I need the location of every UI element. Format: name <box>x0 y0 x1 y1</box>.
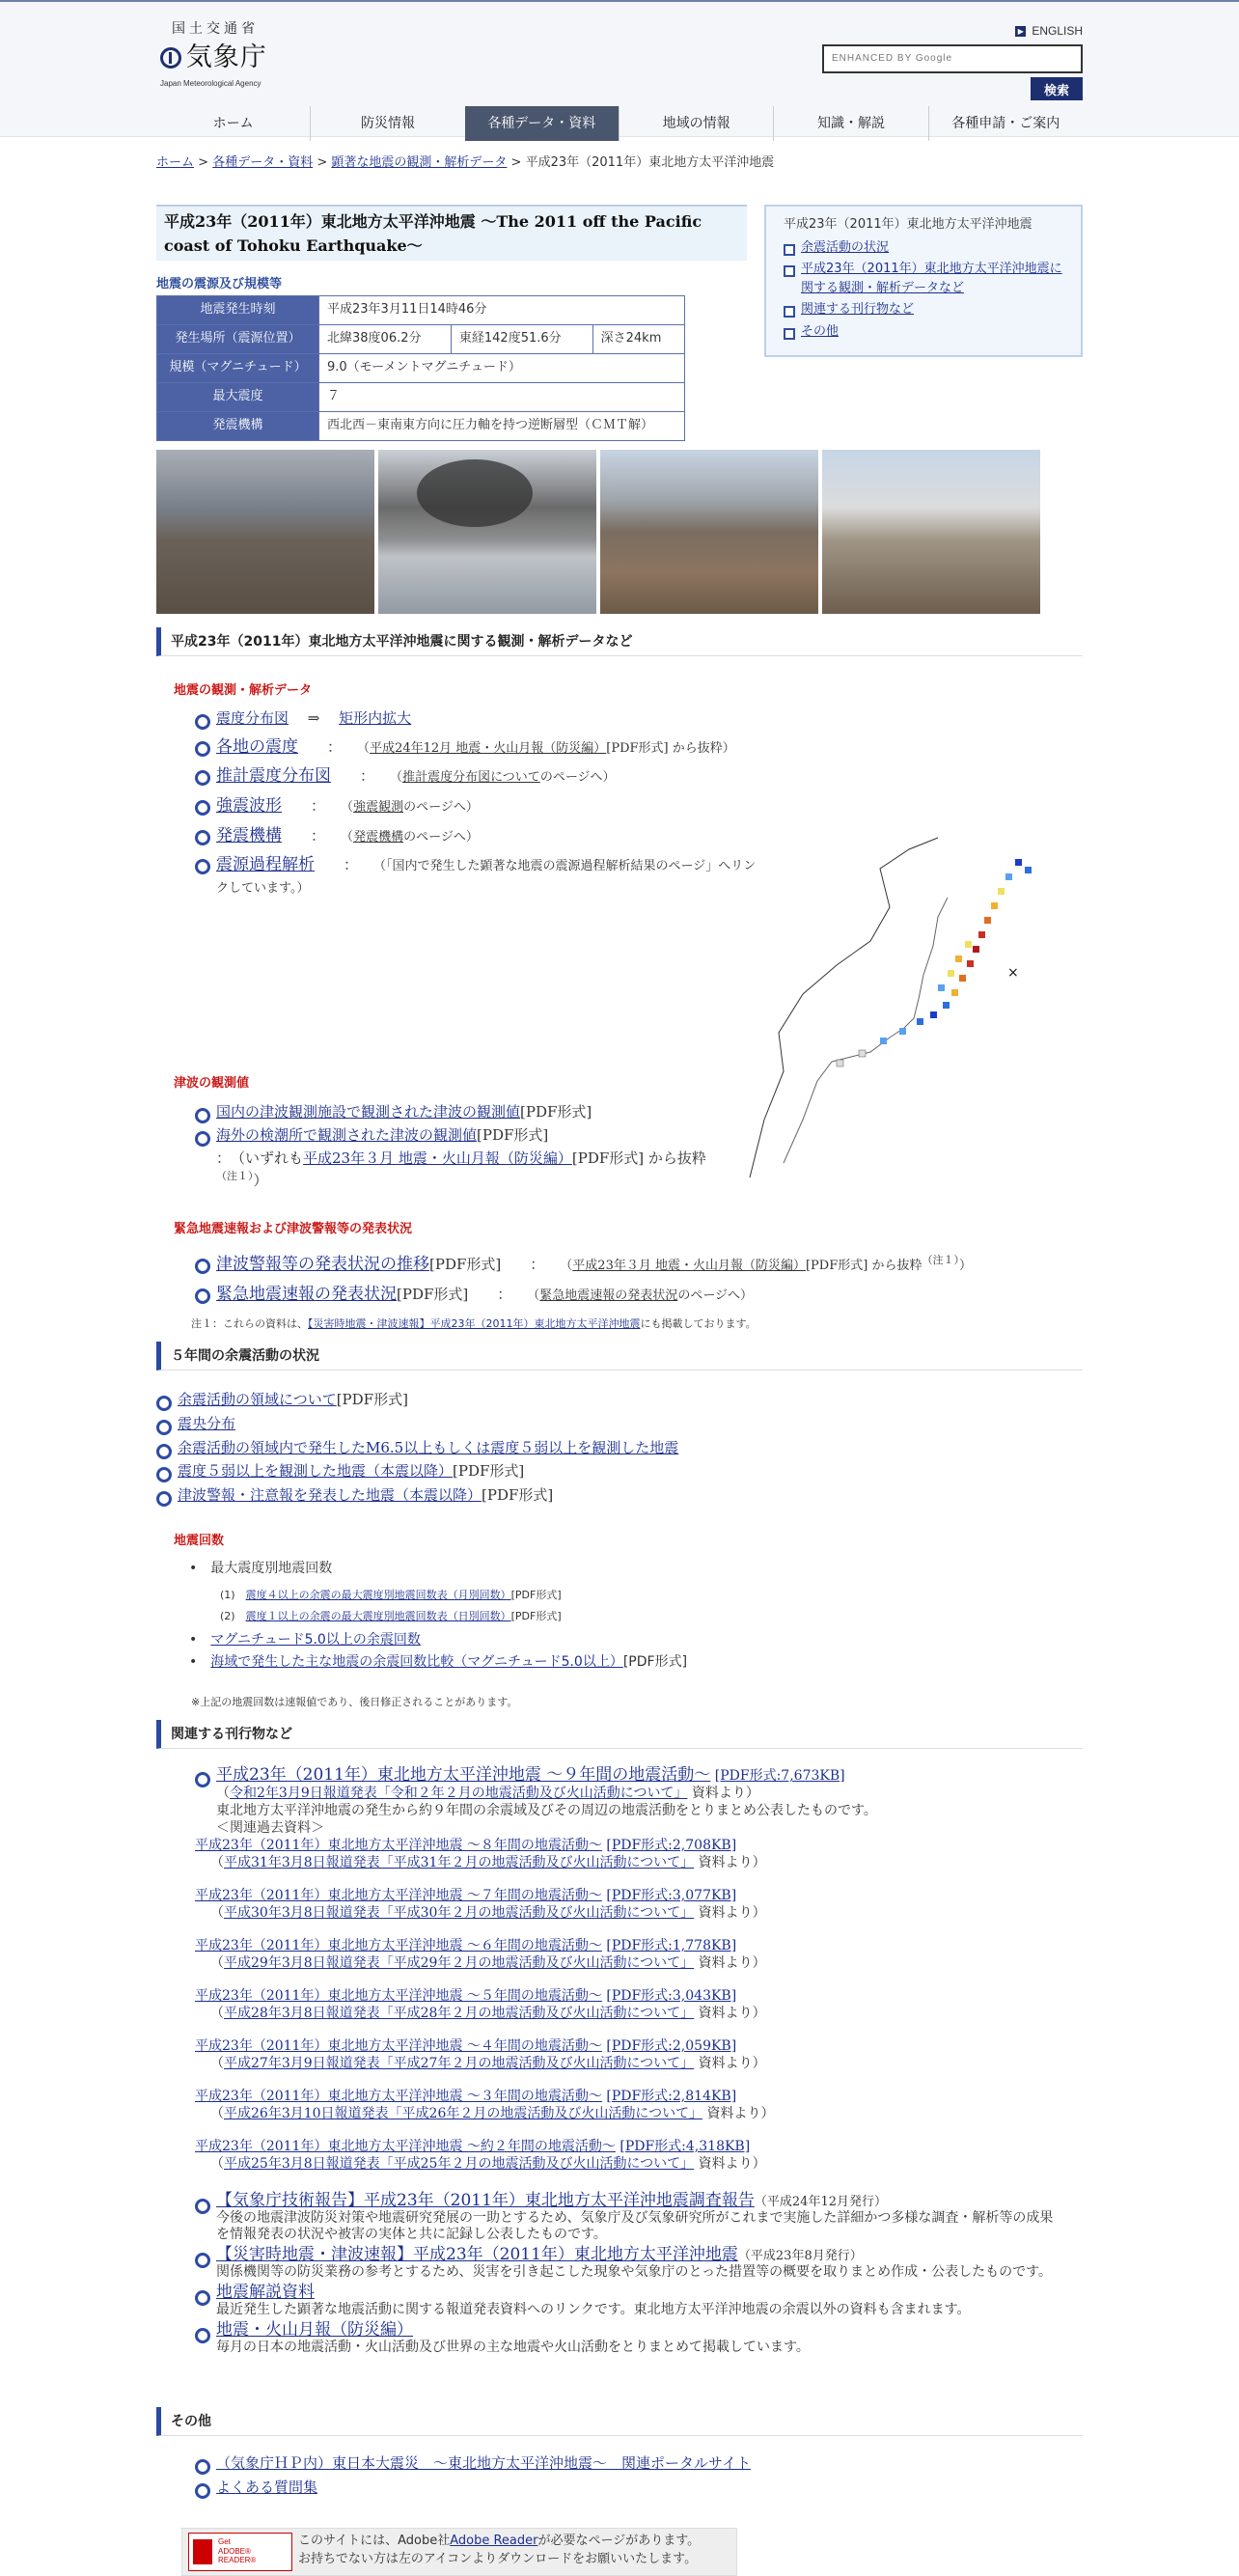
link-shindo5-list[interactable]: 震度５弱以上を観測した地震（本震以降） <box>178 1462 454 1481</box>
row-value: ７ <box>319 383 685 412</box>
link-past-src[interactable]: 平成28年3月8日報道発表「平成28年２月の地震活動及び火山活動について」 <box>224 2006 695 2021</box>
link-past-title[interactable]: 平成23年（2011年）東北地方太平洋沖地震 ～７年間の地震活動～ <box>195 1888 602 1903</box>
paren-text: （ <box>210 2056 224 2071</box>
list-item <box>195 2193 1063 2243</box>
sep-text: ： <box>530 1256 537 1273</box>
list-item <box>195 1253 1083 1277</box>
link-strong-obs[interactable]: 強震観測 <box>353 800 404 816</box>
breadcrumb-sep: > <box>507 155 526 170</box>
link-commentary[interactable]: 地震解説資料 <box>216 2283 315 2302</box>
link-past-src[interactable]: 平成26年3月10日報道発表「平成26年２月の地震活動及び火山活動について」 <box>224 2106 703 2121</box>
count-heading: 地震回数 <box>174 1534 225 1548</box>
past-item <box>195 1887 1063 1922</box>
smoke-shape <box>417 459 533 527</box>
link-tech-report[interactable]: 【気象庁技術報告】平成23年（2011年）東北地方太平洋沖地震調査報告 <box>216 2191 755 2210</box>
nav-applications[interactable]: 各種申請・ご案内 <box>928 106 1083 141</box>
sep-text: ： <box>344 856 351 874</box>
link-past-src[interactable]: 平成31年3月8日報道発表「平成31年２月の地震活動及び火山活動について」 <box>224 1855 695 1870</box>
link-mechanism-page[interactable]: 発震機構 <box>353 829 404 845</box>
link-tsunami-overseas[interactable]: 海外の検潮所で観測された津波の観測値 <box>216 1125 478 1144</box>
link-past-title[interactable]: 平成23年（2011年）東北地方太平洋沖地震 ～６年間の地震活動～ <box>195 1938 602 1953</box>
damage-photo <box>378 450 596 614</box>
logo-ministry-text: 国土交通省 <box>172 21 259 37</box>
link-count-monthly[interactable]: 震度４以上の余震の最大震度別地震回数表（月別回数） <box>245 1589 511 1601</box>
format-text: [PDF形式] <box>510 1589 562 1601</box>
link-zoom[interactable]: 矩形内拡大 <box>339 709 412 727</box>
damage-photos <box>156 450 1083 614</box>
row-value: 平成23年3月11日14時46分 <box>319 296 685 325</box>
paren-text: （ <box>216 1786 230 1801</box>
section-heading-aftershock: ５年間の余震活動の状況 <box>156 1342 1083 1371</box>
arrow-right-icon: ▶ <box>1015 26 1026 37</box>
notice-text: が必要なページがあります。 <box>537 2534 701 2548</box>
link-past-pdf[interactable]: [PDF形式:4,318KB] <box>620 2139 751 2154</box>
logo-english-text: Japan Meteorological Agency <box>160 79 262 89</box>
row-value-depth: 深さ24km <box>592 325 684 354</box>
link-faq[interactable]: よくある質問集 <box>216 2478 318 2496</box>
arrow-text: ⇒ <box>307 709 320 727</box>
site-header <box>0 2 1239 137</box>
link-9yr-src[interactable]: 令和2年3月9日報道発表「令和２年２月の地震活動及び火山活動について」 <box>230 1786 688 1801</box>
list-item <box>195 764 764 789</box>
link-epicenter-dist[interactable]: 震央分布 <box>178 1414 236 1432</box>
list-item <box>195 853 764 898</box>
list-item <box>195 1102 755 1123</box>
row-value: 9.0（モーメントマグニチュード） <box>319 354 685 383</box>
pub-desc: 最近発生した顕著な地震活動に関する報道発表資料へのリンクです。東北地方太平洋沖地震の余震以外の資料も含まれます。 <box>216 2302 971 2317</box>
publications-list <box>195 1766 1063 2188</box>
mainland-coast <box>750 838 938 1177</box>
quake-info-table <box>156 295 685 441</box>
tsunami-heading: 津波の観測値 <box>174 1076 250 1091</box>
section-heading-publications: 関連する刊行物など <box>156 1720 1083 1749</box>
past-item <box>195 2138 1063 2173</box>
ref-rest-text: のページへ） <box>677 1288 754 1303</box>
past-item <box>195 2088 1063 2122</box>
paren-text: （ <box>363 740 371 756</box>
list-item: • マグニチュード5.0以上の余震回数 <box>189 1632 421 1648</box>
nav-knowledge[interactable]: 知識・解説 <box>773 106 927 141</box>
link-past-pdf[interactable]: [PDF形式:2,708KB] <box>606 1838 737 1853</box>
link-past-title[interactable]: 平成23年（2011年）東北地方太平洋沖地震 ～４年間の地震活動～ <box>195 2038 602 2054</box>
row-label: 規模（マグニチュード） <box>157 354 319 383</box>
link-portal[interactable]: （気象庁ＨＰ内）東日本大震災 ～東北地方太平洋沖地震～ 関連ポータルサイト <box>216 2454 751 2472</box>
pub-desc: 東北地方太平洋沖地震の発生から約９年間の余震域及びその周辺の地震活動をとりまとめ公表したものです。 <box>216 1803 877 1818</box>
past-publications <box>195 1837 1063 2173</box>
link-past-title[interactable]: 平成23年（2011年）東北地方太平洋沖地震 ～３年間の地震活動～ <box>195 2089 602 2104</box>
paren-text: （ <box>210 1905 224 1921</box>
adobe-reader-notice <box>181 2528 737 2576</box>
link-past-src[interactable]: 平成30年3月8日報道発表「平成30年２月の地震活動及び火山活動について」 <box>224 1905 695 1921</box>
breadcrumb-sep: > <box>194 155 213 170</box>
list-item <box>156 1438 1025 1459</box>
breadcrumb-home[interactable]: ホーム <box>156 155 195 170</box>
link-tsunami-domestic[interactable]: 国内の津波観測施設で観測された津波の観測値 <box>216 1103 521 1121</box>
src-suffix: 資料より） <box>698 2156 766 2172</box>
list-item <box>195 1766 1063 1785</box>
nav-disaster-info[interactable]: 防災情報 <box>310 106 464 141</box>
past-item <box>195 2037 1063 2072</box>
link-strong-motion[interactable]: 強震波形 <box>216 796 282 817</box>
badge-text: ADOBE® READER® <box>218 2546 257 2565</box>
paren-text: ） <box>958 1259 972 1273</box>
paren-text: （ <box>396 770 403 786</box>
list-item <box>195 2478 1063 2499</box>
link-past-pdf[interactable]: [PDF形式:2,814KB] <box>606 2089 737 2104</box>
link-mechanism[interactable]: 発震機構 <box>216 825 282 845</box>
sep-text: ： <box>360 767 368 786</box>
link-past-src[interactable]: 平成25年3月8日報道発表「平成25年２月の地震活動及び火山活動について」 <box>224 2156 695 2172</box>
list-item <box>195 1283 1083 1307</box>
list-item <box>156 1461 1025 1482</box>
pub-desc: 関係機関等の防災業務の参考とするため、災害を引き起こした現象や気象庁のとった措置等の概要を取りまとめ作成・公表したものです。 <box>216 2264 1053 2280</box>
damage-photo <box>822 450 1040 614</box>
list-item <box>195 2322 1063 2356</box>
format-text: [PDF形式] <box>453 1462 525 1481</box>
breadcrumb-data[interactable]: 各種データ・資料 <box>212 155 314 170</box>
index-link-publications[interactable] <box>784 300 1063 319</box>
link-monthly-report[interactable]: 平成24年12月 地震・火山月報（防災編） <box>370 740 607 756</box>
link-disaster-bulletin[interactable]: 【災害時地震・津波速報】平成23年（2011年）東北地方太平洋沖地震 <box>308 1317 641 1330</box>
format-text: [PDF形式] <box>520 1103 592 1121</box>
link-intensity-map[interactable]: 震度分布図 <box>216 709 289 727</box>
link-eew-status[interactable]: 緊急地震速報の発表状況 <box>216 1284 397 1304</box>
link-adobe-reader[interactable]: Adobe Reader <box>450 2534 538 2548</box>
paren-text: （ <box>210 2106 224 2121</box>
quake-info-heading: 地震の震源及び規模等 <box>156 277 283 291</box>
paren-text: ） <box>253 1172 268 1190</box>
link-past-pdf[interactable]: [PDF形式:1,778KB] <box>606 1938 737 1953</box>
link-9yr-pdf[interactable]: [PDF形式:7,673KB] <box>714 1768 845 1784</box>
other-publications <box>195 2193 1063 2360</box>
nav-home[interactable]: ホーム <box>212 116 254 131</box>
list-item <box>156 1390 1025 1411</box>
table-row <box>157 296 685 325</box>
list-item <box>195 794 764 818</box>
count-sub: • 最大震度別地震回数 <box>189 1561 333 1576</box>
pub-source <box>195 1785 1063 1802</box>
pub-desc: 今後の地震津波防災対策や地震研究発展の一助とするため、気象庁及び気象研究所がこれまで実施した詳細かつ多様な調査・解析等の成果を情報発表の状況や被害の実体と共に記録し公表したものです。 <box>216 2210 1054 2242</box>
link-tsunami-warned-list[interactable]: 津波警報・注意報を発表した地震（本震以降） <box>178 1486 482 1504</box>
ref-rest-text: のページへ） <box>403 829 479 845</box>
row-value-lat: 北緯38度06.2分 <box>319 325 452 354</box>
row-label: 発震機構 <box>157 412 319 441</box>
index-link-observation[interactable] <box>784 260 1063 297</box>
note-text: [PDF形式] から抜粋 <box>571 1149 706 1167</box>
row-value: 西北西－東南東方向に圧力軸を持つ逆断層型（ＣＭＴ解） <box>319 412 685 441</box>
sep-text: ： <box>311 797 318 816</box>
index-link-label[interactable]: 余震活動の状況 <box>801 239 890 255</box>
list-item <box>195 708 764 730</box>
list-item <box>156 1414 1025 1435</box>
paren-text: （ <box>210 2156 224 2172</box>
search-button[interactable]: 検索 <box>1031 77 1083 100</box>
ref-rest-text: のページへ） <box>403 800 479 816</box>
paren-text: （ <box>346 800 354 816</box>
row-value-lon: 東経142度51.6分 <box>451 325 592 354</box>
src-suffix: 資料より） <box>698 1905 766 1921</box>
sep-text: ： <box>497 1285 505 1303</box>
damage-photo <box>600 450 818 614</box>
list-item <box>195 735 764 760</box>
section-heading-other: その他 <box>156 2407 1083 2436</box>
jma-logo[interactable] <box>160 19 286 90</box>
format-text: [PDF形式] <box>510 1610 562 1622</box>
list-item <box>220 1585 562 1606</box>
link-monthly[interactable]: 地震・火山月報（防災編） <box>216 2320 413 2340</box>
past-item <box>195 1937 1063 1972</box>
item-num: (2) <box>220 1610 235 1622</box>
sep-text: ： <box>327 737 335 756</box>
page-title: 平成23年（2011年）東北地方太平洋沖地震 ～The 2011 off the Pacific coast of Tohoku Earthquake～ <box>164 212 702 255</box>
adobe-reader-icon[interactable] <box>188 2533 292 2571</box>
sep-text: ： <box>311 826 318 845</box>
notice-text: このサイトには、Adobe社 <box>298 2534 451 2548</box>
list-item <box>195 824 764 848</box>
breadcrumb-notable[interactable]: 顕著な地震の観測・解析データ <box>331 155 508 170</box>
src-suffix: 資料より） <box>698 2006 766 2021</box>
count-links <box>189 1629 687 1674</box>
format-text: [PDF形式] <box>336 1391 408 1408</box>
table-row <box>157 325 685 354</box>
index-link-other[interactable] <box>784 322 1063 342</box>
item-num: (1) <box>220 1589 235 1601</box>
pub-desc: 毎月の日本の地震活動・火山活動及び世界の主な地震や火山活動をとりまとめて掲載しています。 <box>216 2340 810 2355</box>
link-past-pdf[interactable]: [PDF形式:3,077KB] <box>606 1888 737 1903</box>
link-local-intensity[interactable]: 各地の震度 <box>216 736 298 757</box>
footnote-text: 注１：これらの資料は、 <box>191 1317 308 1330</box>
search-input[interactable]: ENHANCED BY Google <box>822 44 1083 73</box>
link-estimated-about[interactable]: 推計震度分布図について <box>402 770 540 786</box>
table-row <box>157 412 685 441</box>
format-text: [PDF形式] <box>429 1256 502 1273</box>
logo-agency-text: 気象庁 <box>185 42 267 73</box>
list-item <box>195 2285 1063 2318</box>
link-m5-count[interactable]: マグニチュード5.0以上の余震回数 <box>210 1632 421 1648</box>
epicenter-icon: × <box>1007 965 1019 981</box>
link-ocean-compare[interactable]: 海域で発生した主な地震の余震回数比較（マグニチュード5.0以上） <box>210 1654 623 1670</box>
eq-data-heading: 地震の観測・解析データ <box>174 683 313 698</box>
english-link[interactable] <box>1015 23 1083 40</box>
paren-text: （ <box>533 1288 540 1303</box>
paren-text: （ <box>346 829 354 845</box>
intensity-markers <box>837 859 1032 1066</box>
row-label: 最大震度 <box>157 383 319 412</box>
link-aftershock-area[interactable]: 余震活動の領域について <box>178 1391 337 1408</box>
pub-related: ＜関連過去資料＞ <box>216 1820 324 1836</box>
link-past-src[interactable]: 平成29年3月8日報道発表「平成29年２月の地震活動及び火山活動について」 <box>224 1955 695 1971</box>
count-note: ※上記の地震回数は速報値であり、後日修正されることがあります。 <box>191 1696 518 1708</box>
index-link-label[interactable]: 平成23年（2011年）東北地方太平洋沖地震に関する観測・解析データなど <box>801 262 1062 295</box>
damage-photo <box>156 450 374 614</box>
paren-text: （ <box>210 2006 224 2021</box>
link-tsunami-warnings[interactable]: 津波警報等の発表状況の推移 <box>216 1255 429 1274</box>
footnote <box>191 1316 757 1332</box>
link-monthly-report-mar2[interactable]: 平成23年３月 地震・火山月報（防災編） <box>572 1259 806 1273</box>
format-text: [PDF形式] <box>622 1654 688 1670</box>
table-row <box>157 354 685 383</box>
link-past-title[interactable]: 平成23年（2011年）東北地方太平洋沖地震 ～５年間の地震活動～ <box>195 1988 602 2004</box>
page-title-box <box>156 205 747 261</box>
breadcrumb-sep: > <box>313 155 332 170</box>
warning-heading: 緊急地震速報および津波警報等の発表状況 <box>174 1222 413 1236</box>
past-item <box>195 1987 1063 2022</box>
count-sub-label: 最大震度別地震回数 <box>210 1561 333 1576</box>
link-past-src[interactable]: 平成27年3月9日報道発表「平成27年２月の地震活動及び火山活動について」 <box>224 2056 695 2071</box>
badge-text: Get <box>218 2537 231 2546</box>
row-label: 発生場所（震源位置） <box>157 325 319 354</box>
link-count-daily[interactable]: 震度１以上の余震の最大震度別地震回数表（日別回数） <box>245 1610 511 1622</box>
src-suffix: 資料より） <box>706 2106 775 2121</box>
breadcrumb-current: 平成23年（2011年）東北地方太平洋沖地震 <box>525 155 775 170</box>
link-past-title[interactable]: 平成23年（2011年）東北地方太平洋沖地震 ～約２年間の地震活動～ <box>195 2139 616 2154</box>
tsunami-note <box>195 1149 755 1193</box>
list-item: • 海域で発生した主な地震の余震回数比較（マグニチュード5.0以上）[PDF形式] <box>189 1654 688 1670</box>
index-link-aftershock[interactable] <box>784 238 1063 258</box>
link-disaster-report[interactable]: 【災害時地震・津波速報】平成23年（2011年）東北地方太平洋沖地震 <box>216 2245 738 2264</box>
ref-rest-text: [PDF形式] から抜粋 <box>805 1259 922 1273</box>
ref-rest-text: のページへ） <box>539 770 616 786</box>
intensity-map[interactable] <box>745 830 1083 1187</box>
row-label: 地震発生時刻 <box>157 296 319 325</box>
breadcrumb <box>156 154 1083 173</box>
ref-rest-text: （「国内で発生した顕著な地震の震源過程解析結果のページ」へリンクしています。） <box>216 859 757 896</box>
list-item <box>195 1125 755 1147</box>
paren-text: （ <box>210 1955 224 1971</box>
list-item <box>195 2247 1063 2281</box>
format-text: [PDF形式] <box>482 1486 554 1504</box>
pub-note: （平成23年8月発行） <box>737 2249 863 2263</box>
link-past-pdf[interactable]: [PDF形式:3,043KB] <box>606 1988 737 2004</box>
adobe-line-2: お持ちでない方は左のアイコンよりダウンロードをお願いいたします。 <box>298 2551 698 2566</box>
list-item <box>220 1606 562 1627</box>
footnote-text: にも掲載しております。 <box>640 1317 757 1330</box>
link-monthly-report-mar[interactable]: 平成23年３月 地震・火山月報（防災編） <box>303 1149 572 1167</box>
note-mark: （注１） <box>922 1254 959 1266</box>
japan-coast <box>784 898 948 1163</box>
page-index-box <box>764 205 1083 357</box>
table-row <box>157 383 685 412</box>
src-suffix: 資料より） <box>698 1955 766 1971</box>
link-past-title[interactable]: 平成23年（2011年）東北地方太平洋沖地震 ～８年間の地震活動～ <box>195 1838 602 1853</box>
english-link-label: ENGLISH <box>1032 24 1083 38</box>
section-heading-observation: 平成23年（2011年）東北地方太平洋沖地震に関する観測・解析データなど <box>156 627 1083 656</box>
global-nav <box>156 106 1083 141</box>
nav-regional[interactable]: 地域の情報 <box>619 106 773 141</box>
src-suffix: 資料より） <box>691 1786 759 1801</box>
ref-rest-text: [PDF形式] から抜粋） <box>606 740 735 756</box>
list-item <box>156 1485 1025 1507</box>
format-text: [PDF形式] <box>397 1285 469 1303</box>
link-eew-page[interactable]: 緊急地震速報の発表状況 <box>539 1288 678 1303</box>
note-text: ： （いずれも <box>216 1149 304 1167</box>
index-link-label[interactable]: 関連する刊行物など <box>801 302 915 318</box>
paren-text: （ <box>210 1855 224 1870</box>
jma-emblem-icon <box>160 47 181 69</box>
src-suffix: 資料より） <box>698 1855 766 1870</box>
index-link-label[interactable]: その他 <box>801 323 840 339</box>
link-past-pdf[interactable]: [PDF形式:2,059KB] <box>606 2038 737 2054</box>
list-item <box>195 2453 1063 2475</box>
paren-text: （ <box>565 1259 573 1273</box>
src-suffix: 資料より） <box>698 2056 766 2071</box>
past-item <box>195 1837 1063 1871</box>
link-source-process[interactable]: 震源過程解析 <box>216 855 315 875</box>
link-estimated-intensity[interactable]: 推計震度分布図 <box>216 766 331 787</box>
pub-note: （平成24年12月発行） <box>754 2195 887 2209</box>
page-index-title: 平成23年（2011年）東北地方太平洋沖地震 <box>784 217 1032 232</box>
nav-data[interactable]: 各種データ・資料 <box>465 106 619 141</box>
link-m65-list[interactable]: 余震活動の領域内で発生したM6.5以上もしくは震度５弱以上を観測した地震 <box>178 1438 679 1456</box>
link-9yr[interactable]: 平成23年（2011年）東北地方太平洋沖地震 ～９年間の地震活動～ <box>216 1765 711 1785</box>
note-mark: （注１） <box>216 1170 254 1183</box>
count-subitems <box>220 1585 562 1627</box>
format-text: [PDF形式] <box>477 1125 549 1144</box>
